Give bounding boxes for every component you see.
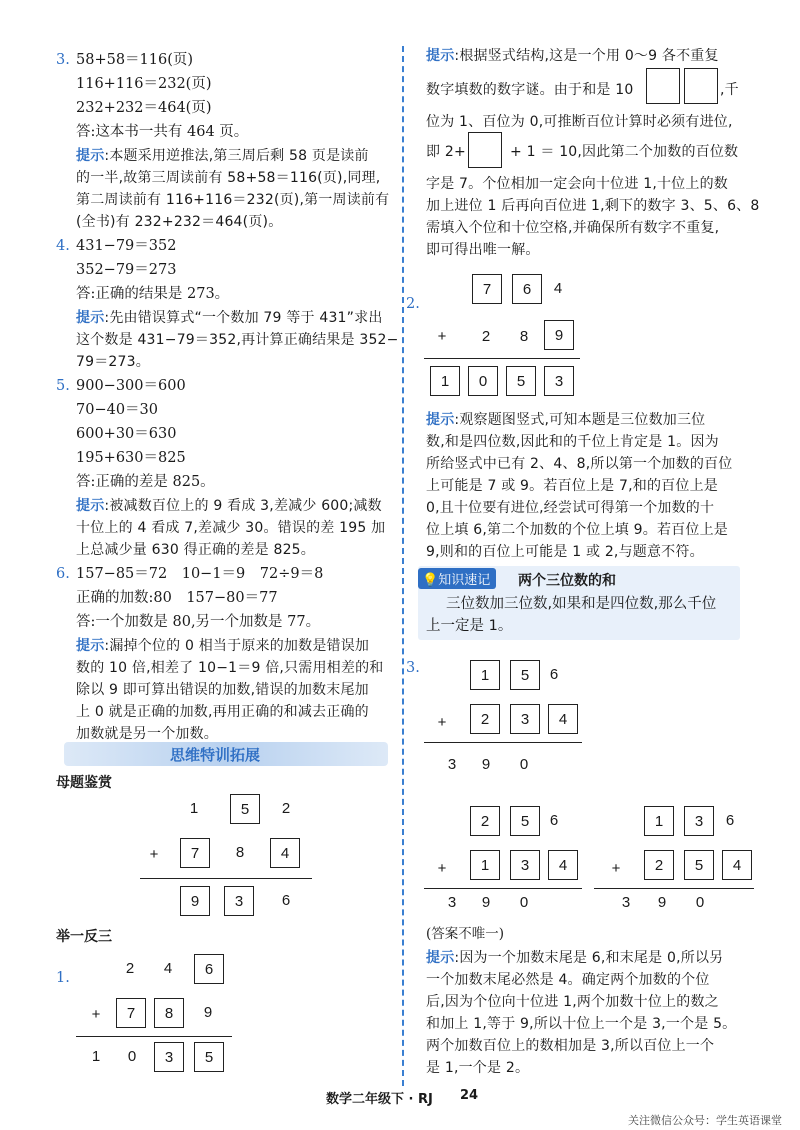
- hint-label: 提示: [76, 638, 105, 654]
- hint-line: 上 0 就是正确的加数,再用正确的和减去正确的: [76, 704, 369, 720]
- answer-box: 5: [684, 850, 714, 880]
- answer-box: 3: [224, 886, 254, 916]
- digit: 6: [281, 892, 291, 909]
- page-number: 24: [460, 1088, 479, 1103]
- hint-line: 即 2+: [426, 144, 466, 160]
- footer-title: 数学二年级下 · RJ: [326, 1092, 433, 1107]
- hint-line: 是 1,一个是 2。: [426, 1060, 530, 1076]
- answer-box: 5: [510, 660, 540, 690]
- hint-line: 位上填 6,第二个加数的个位上填 9。若百位上是: [426, 522, 728, 538]
- hint-line: 需填入个位和十位空格,并确保所有数字不重复,: [426, 220, 720, 236]
- problem-number: 3.: [56, 52, 70, 68]
- hint-line: 这个数是 431−79＝352,再计算正确结果是 352−: [76, 332, 399, 348]
- answer-box: 3: [154, 1042, 184, 1072]
- hint-label: 提示: [426, 412, 455, 428]
- hint-line: 提示:根据竖式结构,这是一个用 0～9 各不重复: [426, 48, 719, 64]
- hint-label: 提示: [76, 498, 105, 514]
- note-title: 两个三位数的和: [518, 573, 616, 589]
- note-not-unique: (答案不唯一): [426, 926, 505, 942]
- hint-line: 第二周读前有 116+116＝232(页),第一周读前有: [76, 192, 390, 208]
- sum-line: [424, 888, 582, 889]
- digit: 3: [621, 894, 631, 911]
- digit: 3: [447, 756, 457, 773]
- hint-line: 提示:观察题图竖式,可知本题是三位数加三位: [426, 412, 706, 428]
- note-text: 上一定是 1。: [426, 618, 513, 634]
- answer: 答:这本书一共有 464 页。: [76, 124, 249, 140]
- hint-line: 提示:先由错误算式“一个数加 79 等于 431”求出: [76, 310, 383, 326]
- problem-number: 4.: [56, 238, 70, 254]
- blank-box: [646, 68, 680, 104]
- answer-box: 1: [470, 660, 500, 690]
- subsection-title: 举一反三: [56, 929, 112, 945]
- digit: 2: [481, 328, 491, 345]
- hint-label: 提示: [426, 950, 455, 966]
- hint-label: 提示: [76, 310, 105, 326]
- hint-line: 的一半,故第三周读前有 58+58＝116(页),同理,: [76, 170, 381, 186]
- problem-number: 6.: [56, 566, 70, 582]
- answer-box: 5: [194, 1042, 224, 1072]
- digit: 1: [189, 800, 199, 817]
- problem-number: 1.: [56, 970, 70, 986]
- plus-sign: +: [437, 714, 447, 731]
- digit: 1: [91, 1048, 101, 1065]
- digit: 9: [203, 1004, 213, 1021]
- digit: 3: [447, 894, 457, 911]
- answer-box: 4: [548, 704, 578, 734]
- answer-box: 3: [684, 806, 714, 836]
- answer-box: 1: [644, 806, 674, 836]
- hint-line: 位为 1、百位为 0,可推断百位计算时必须有进位,: [426, 114, 733, 130]
- hint-line: 加数就是另一个加数。: [76, 726, 218, 742]
- column-divider: [402, 46, 404, 1086]
- blank-box: [468, 132, 502, 168]
- equation: 600+30＝630: [76, 426, 177, 442]
- hint-line: (全书)有 232+232＝464(页)。: [76, 214, 283, 230]
- answer-box: 2: [470, 806, 500, 836]
- equation: 70−40＝30: [76, 402, 159, 418]
- equation: 352−79＝273: [76, 262, 177, 278]
- digit: 6: [549, 666, 559, 683]
- answer-box: 3: [510, 850, 540, 880]
- answer-box: 4: [270, 838, 300, 868]
- lightbulb-icon: 💡: [422, 573, 439, 588]
- hint-line: 所给竖式中已有 2、4、8,所以第一个加数的百位: [426, 456, 733, 472]
- digit: 0: [127, 1048, 137, 1065]
- answer: 答:正确的结果是 273。: [76, 286, 230, 302]
- answer-box: 9: [180, 886, 210, 916]
- plus-sign: +: [437, 328, 447, 345]
- note-text: 三位数加三位数,如果和是四位数,那么千位: [446, 596, 717, 612]
- watermark: 关注微信公众号：学生英语课堂: [628, 1114, 782, 1127]
- hint-line: 加上进位 1 后再向百位进 1,剩下的数字 3、5、6、8: [426, 198, 760, 214]
- blank-box: [684, 68, 718, 104]
- answer-box: 7: [116, 998, 146, 1028]
- plus-sign: +: [91, 1006, 101, 1023]
- equation: 900−300＝600: [76, 378, 186, 394]
- problem-number: 5.: [56, 378, 70, 394]
- sum-line: [424, 358, 580, 359]
- equation: 正确的加数:80 157−80＝77: [76, 590, 278, 606]
- answer-box: 4: [548, 850, 578, 880]
- equation: 116+116＝232(页): [76, 76, 212, 92]
- answer-box: 6: [512, 274, 542, 304]
- digit: 0: [695, 894, 705, 911]
- digit: 6: [549, 812, 559, 829]
- hint-line: 9,则和的百位上可能是 1 或 2,与题意不符。: [426, 544, 704, 560]
- sum-line: [424, 742, 582, 743]
- plus-sign: +: [437, 860, 447, 877]
- plus-sign: +: [611, 860, 621, 877]
- digit: 9: [481, 894, 491, 911]
- answer-box: 3: [544, 366, 574, 396]
- note-tag: 💡知识速记: [418, 568, 496, 589]
- sum-line: [140, 878, 312, 879]
- hint-line: ,千: [720, 82, 739, 98]
- digit: 9: [657, 894, 667, 911]
- hint-line: 除以 9 即可算出错误的加数,错误的加数末尾加: [76, 682, 369, 698]
- answer-box: 7: [180, 838, 210, 868]
- subsection-title: 母题鉴赏: [56, 775, 112, 791]
- digit: 2: [125, 960, 135, 977]
- problem-number: 2.: [406, 296, 420, 312]
- answer-box: 0: [468, 366, 498, 396]
- digit: 9: [481, 756, 491, 773]
- answer-box: 3: [510, 704, 540, 734]
- answer: 答:正确的差是 825。: [76, 474, 215, 490]
- hint-line: 后,因为个位向十位进 1,两个加数十位上的数之: [426, 994, 719, 1010]
- hint-line: 79＝273。: [76, 354, 150, 370]
- answer-box: 5: [506, 366, 536, 396]
- equation: 431−79＝352: [76, 238, 177, 254]
- answer-box: 6: [194, 954, 224, 984]
- answer-box: 2: [644, 850, 674, 880]
- digit: 4: [163, 960, 173, 977]
- digit: 2: [281, 800, 291, 817]
- answer-box: 8: [154, 998, 184, 1028]
- hint-line: 0,且十位要有进位,经尝试可得第一个加数的十: [426, 500, 715, 516]
- hint-line: 数字填数的数字谜。由于和是 10: [426, 82, 634, 98]
- plus-sign: +: [149, 846, 159, 863]
- digit: 0: [519, 894, 529, 911]
- hint-line: 提示:被减数百位上的 9 看成 3,差减少 600;减数: [76, 498, 382, 514]
- equation: 157−85＝72 10−1＝9 72÷9＝8: [76, 566, 324, 582]
- hint-line: 即可得出唯一解。: [426, 242, 540, 258]
- hint-line: 十位上的 4 看成 7,差减少 30。错误的差 195 加: [76, 520, 386, 536]
- digit: 6: [725, 812, 735, 829]
- sum-line: [594, 888, 754, 889]
- answer-box: 9: [544, 320, 574, 350]
- hint-line: + 1 ＝ 10,因此第二个加数的百位数: [510, 144, 739, 160]
- digit: 8: [519, 328, 529, 345]
- answer-box: 1: [470, 850, 500, 880]
- hint-line: 和加上 1,等于 9,所以十位上一个是 3,一个是 5。: [426, 1016, 737, 1032]
- equation: 195+630＝825: [76, 450, 186, 466]
- digit: 0: [519, 756, 529, 773]
- digit: 4: [553, 280, 563, 297]
- equation: 232+232＝464(页): [76, 100, 212, 116]
- hint-line: 上可能是 7 或 9。若百位上是 7,和的百位上是: [426, 478, 718, 494]
- problem-number: 3.: [406, 660, 420, 676]
- hint-label: 提示: [426, 48, 455, 64]
- hint-line: 提示:因为一个加数末尾是 6,和末尾是 0,所以另: [426, 950, 724, 966]
- answer-box: 2: [470, 704, 500, 734]
- answer-box: 7: [472, 274, 502, 304]
- answer-box: 4: [722, 850, 752, 880]
- hint-line: 一个加数末尾必然是 4。确定两个加数的个位: [426, 972, 710, 988]
- answer: 答:一个加数是 80,另一个加数是 77。: [76, 614, 321, 630]
- answer-box: 1: [430, 366, 460, 396]
- equation: 58+58＝116(页): [76, 52, 194, 68]
- answer-box: 5: [230, 794, 260, 824]
- hint-line: 数的 10 倍,相差了 10−1＝9 倍,只需用相差的和: [76, 660, 384, 676]
- hint-line: 提示:漏掉个位的 0 相当于原来的加数是错误加: [76, 638, 370, 654]
- hint-label: 提示: [76, 148, 105, 164]
- sum-line: [76, 1036, 232, 1037]
- hint-line: 数,和是四位数,因此和的千位上肯定是 1。因为: [426, 434, 719, 450]
- hint-line: 字是 7。个位相加一定会向十位进 1,十位上的数: [426, 176, 728, 192]
- hint-line: 两个加数百位上的数相加是 3,所以百位上一个: [426, 1038, 715, 1054]
- answer-box: 5: [510, 806, 540, 836]
- hint-line: 提示:本题采用逆推法,第三周后剩 58 页是读前: [76, 148, 369, 164]
- digit: 8: [235, 844, 245, 861]
- section-banner-title: 思维特训拓展: [170, 746, 261, 764]
- hint-line: 上总减少量 630 得正确的差是 825。: [76, 542, 315, 558]
